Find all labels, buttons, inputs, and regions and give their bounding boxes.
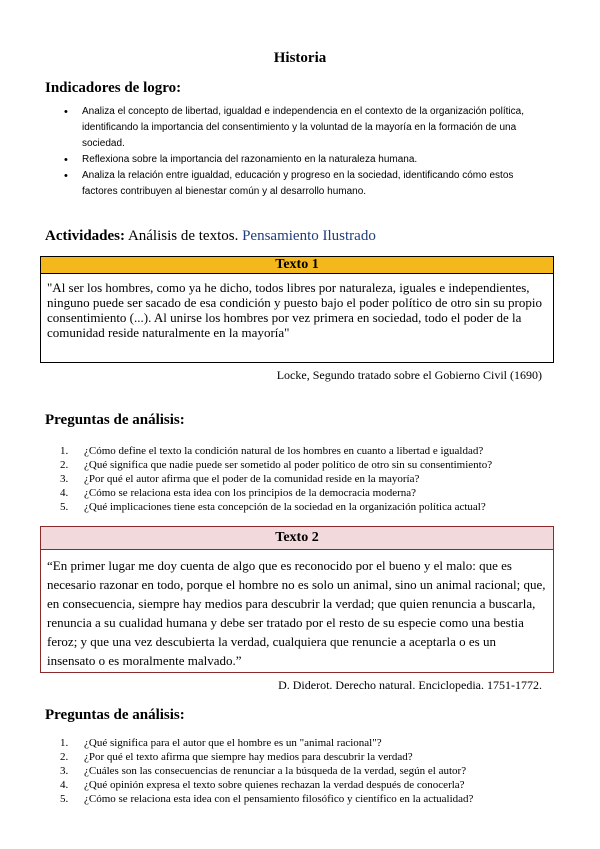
question-item bbox=[60, 486, 492, 500]
question-number: 2. bbox=[60, 459, 69, 471]
texto2-body: “En primer lugar me doy cuenta de algo que es reconocido por el bueno y el malo: que es necesario razonar en todo, porque el hombre no es solo un animal, sino un animal racional; que, en consecuencia, siempre hay medios para descubrir la verdad; que quien renuncia a buscarla, renuncia a su cualidad humana y debe ser tratado por el resto de su especie como una bestia feroz; y que una vez descubierta la verdad, cualquiera que renuncie a aceptarla o es un insensato o es moralmente malvado.” bbox=[47, 558, 546, 668]
question-item bbox=[60, 778, 473, 792]
texto1-box bbox=[40, 256, 554, 363]
question-item bbox=[60, 458, 492, 472]
page-title: Historia bbox=[273, 50, 327, 66]
question-item bbox=[60, 500, 492, 514]
actividades-label: Actividades: bbox=[45, 228, 125, 244]
question-item bbox=[60, 444, 492, 458]
preguntas2-heading: Preguntas de análisis: bbox=[45, 707, 185, 723]
actividades-topic: Pensamiento Ilustrado bbox=[242, 228, 376, 244]
texto1-header: Texto 1 bbox=[41, 257, 553, 274]
question-text: ¿Por qué el texto afirma que siempre hay medios para descubrir la verdad? bbox=[84, 751, 413, 763]
preguntas1-heading: Preguntas de análisis: bbox=[45, 412, 185, 428]
indicador-item: • Analiza el concepto de libertad, igualdad e independencia en el contexto de la organización política, identificando la importancia del consentimiento y la voluntad de la mayoría en la formación de una sociedad. bbox=[64, 104, 544, 152]
indicador-item: • Reflexiona sobre la importancia del razonamiento en la naturaleza humana. bbox=[64, 152, 544, 168]
question-text: ¿Cómo define el texto la condición natural de los hombres en cuanto a libertad e igualdad? bbox=[84, 445, 484, 457]
actividades-line bbox=[45, 228, 376, 245]
question-number: 1. bbox=[60, 445, 69, 457]
actividades-text: Análisis de textos. bbox=[127, 228, 239, 244]
texto1-citation: Locke, Segundo tratado sobre el Gobierno Civil (1690) bbox=[276, 368, 542, 382]
texto2-box bbox=[40, 526, 554, 673]
question-text: ¿Cómo se relaciona esta idea con el pensamiento filosófico y científico en la actualidad? bbox=[84, 793, 474, 805]
question-number: 5. bbox=[60, 501, 69, 513]
question-item bbox=[60, 764, 473, 778]
indicadores-heading: Indicadores de logro: bbox=[45, 80, 182, 96]
indicadores-list bbox=[64, 104, 544, 200]
question-text: ¿Cómo se relaciona esta idea con los principios de la democracia moderna? bbox=[84, 487, 417, 499]
question-item bbox=[60, 736, 473, 750]
texto2-citation: D. Diderot. Derecho natural. Enciclopedia. 1751-1772. bbox=[278, 678, 542, 692]
preguntas2-list bbox=[60, 736, 473, 806]
question-number: 5. bbox=[60, 793, 69, 805]
question-number: 2. bbox=[60, 751, 69, 763]
question-text: ¿Cuáles son las consecuencias de renunciar a la búsqueda de la verdad, según el autor? bbox=[84, 765, 467, 777]
texto2-header: Texto 2 bbox=[41, 527, 553, 550]
question-text: ¿Qué significa para el autor que el hombre es un "animal racional"? bbox=[84, 737, 382, 749]
question-text: ¿Por qué el autor afirma que el poder de la comunidad reside en la mayoría? bbox=[84, 473, 420, 485]
question-number: 4. bbox=[60, 487, 69, 499]
question-item bbox=[60, 792, 473, 806]
question-number: 3. bbox=[60, 765, 69, 777]
indicador-item: • Analiza la relación entre igualdad, educación y progreso en la sociedad, identificando cómo estos factores contribuyen al bienestar común y al desarrollo humano. bbox=[64, 168, 544, 200]
question-item bbox=[60, 750, 473, 764]
question-text: ¿Qué implicaciones tiene esta concepción de la sociedad en la organización política actual? bbox=[84, 501, 486, 513]
preguntas1-list bbox=[60, 444, 492, 514]
question-text: ¿Qué significa que nadie puede ser sometido al poder político de otro sin su consentimiento? bbox=[84, 459, 493, 471]
question-number: 1. bbox=[60, 737, 69, 749]
question-item bbox=[60, 472, 492, 486]
texto1-body: "Al ser los hombres, como ya he dicho, todos libres por naturaleza, iguales e independientes, ninguno puede ser sacado de esa condición y puesto bajo el poder político de otro sin su propio consentimiento (...). Al unirse los hombres por vez primera en sociedad, todo el poder de la comunidad reside naturalmente en la mayoría" bbox=[47, 280, 542, 340]
question-number: 4. bbox=[60, 779, 69, 791]
question-number: 3. bbox=[60, 473, 69, 485]
question-text: ¿Qué opinión expresa el texto sobre quienes rechazan la verdad después de conocerla? bbox=[84, 779, 465, 791]
